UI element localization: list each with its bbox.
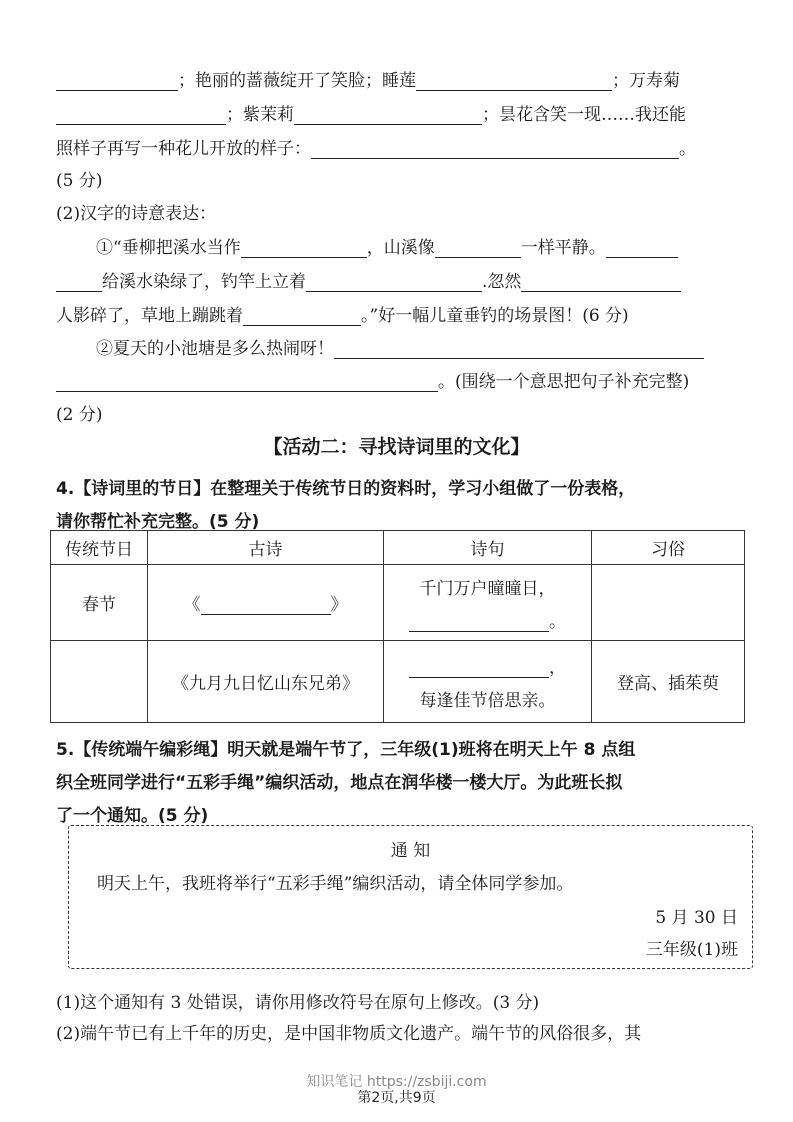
verse-text: 每逢佳节倍思亲。 (419, 690, 556, 711)
question-4-text: 请你帮忙补充完整。(5 分) (56, 512, 260, 532)
text: ；紫茉莉 (226, 105, 294, 125)
answer-blank[interactable] (311, 140, 679, 159)
text: ， (549, 657, 566, 678)
watermark: 知识笔记 https://zsbiji.com (306, 1074, 487, 1090)
answer-blank[interactable] (56, 106, 226, 125)
q3-item1-line-3 (56, 301, 629, 326)
table-cell (384, 565, 592, 641)
text: 照样子再写一种花儿开放的样子： (56, 139, 311, 159)
answer-blank[interactable] (521, 273, 681, 292)
answer-blank[interactable] (409, 659, 549, 678)
answer-blank[interactable] (606, 239, 678, 258)
text: 》 (330, 595, 348, 615)
answer-cell[interactable] (592, 565, 745, 641)
answer-blank[interactable] (56, 72, 178, 91)
table-cell (384, 641, 592, 723)
answer-blank[interactable] (56, 373, 438, 392)
subquestion-title: (2)汉字的诗意表达： (56, 204, 217, 224)
table-cell (148, 565, 384, 641)
text: ，山溪像 (366, 238, 435, 258)
answer-blank[interactable] (334, 340, 704, 359)
text: ②夏天的小池塘是多么热闹呀！ (96, 339, 334, 359)
table-row (51, 565, 745, 641)
answer-blank[interactable] (201, 596, 331, 615)
table-header: 习俗 (592, 531, 745, 565)
q3-line-2 (56, 100, 686, 125)
notice-box (68, 825, 753, 969)
subquestion-text: (2)端午节已有上千年的历史，是中国非物质文化遗产。端午节的风俗很多，其 (56, 1024, 642, 1044)
text: ①“垂柳把溪水当作 (96, 238, 241, 258)
text: ；艳丽的蔷薇绽开了笑脸；睡莲 (178, 71, 416, 91)
answer-blank[interactable] (243, 307, 361, 326)
table-row (51, 641, 745, 723)
table-cell: 登高、插茱萸 (592, 641, 745, 723)
text: 《 (183, 595, 201, 615)
question-4-text: 4.【诗词里的节日】在整理关于传统节日的资料时，学习小组做了一份表格， (56, 479, 636, 499)
verse-text: 千门万户曈曈日， (419, 578, 556, 599)
q3-line-3 (56, 134, 696, 159)
q3-line-1 (56, 66, 680, 91)
text: 一样平静。 (520, 238, 606, 258)
question-5-text: 织全班同学进行“五彩手绳”编织活动，地点在润华楼一楼大厅。为此班长拟 (56, 773, 623, 793)
question-5-text: 5.【传统端午编彩绳】明天就是端午节了，三年级(1)班将在明天上午 8 点组 (56, 740, 636, 760)
answer-blank[interactable] (294, 106, 482, 125)
answer-blank[interactable] (409, 613, 549, 632)
text: 。”好一幅儿童垂钓的场景图！(6 分) (361, 306, 629, 326)
answer-cell[interactable] (51, 641, 148, 723)
text: .忽然 (482, 272, 522, 292)
q3-item2-line-1 (96, 334, 704, 359)
q3-item2-line-2 (56, 367, 689, 392)
text: ；昙花含笑一现……我还能 (482, 105, 686, 125)
subquestion-text: (1)这个通知有 3 处错误，请你用修改符号在原句上修改。(3 分) (56, 993, 540, 1013)
activity-heading: 【活动二：寻找诗词里的文化】 (263, 436, 530, 458)
q3-item1-line-2 (56, 267, 681, 292)
table-header: 传统节日 (51, 531, 148, 565)
question-5-text: 了一个通知。(5 分) (56, 806, 209, 826)
q3-item1-line-1 (96, 233, 678, 258)
answer-blank[interactable] (416, 72, 612, 91)
text: 。 (549, 611, 566, 632)
verse-line (384, 607, 591, 632)
notice-body[interactable]: 明天上午，我班将举行“五彩手绳”编织活动，请全体同学参加。 (97, 874, 574, 894)
answer-blank[interactable] (435, 239, 521, 258)
table-cell: 《九月九日忆山东兄弟》 (148, 641, 384, 723)
score-text: (2 分) (56, 405, 103, 425)
notice-title: 通 知 (390, 841, 431, 861)
notice-signature[interactable]: 三年级(1)班 (645, 940, 738, 960)
text: 。(围绕一个意思把句子补充完整) (438, 372, 690, 392)
text: 人影碎了，草地上蹦跳着 (56, 306, 243, 326)
answer-blank[interactable] (306, 273, 482, 292)
notice-date[interactable]: 5 月 30 日 (655, 908, 738, 928)
festival-table (50, 530, 745, 723)
score-text: (5 分) (56, 171, 103, 191)
text: ；万寿菊 (612, 71, 680, 91)
table-header: 古诗 (148, 531, 384, 565)
text: 给溪水染绿了，钓竿上立着 (102, 272, 306, 292)
verse-line (384, 653, 591, 678)
answer-blank[interactable] (56, 273, 102, 292)
answer-blank[interactable] (241, 239, 367, 258)
table-header: 诗句 (384, 531, 592, 565)
text: 。 (679, 139, 696, 159)
page-number: 第2页,共9页 (357, 1090, 436, 1106)
table-cell: 春节 (51, 565, 148, 641)
table-header-row (51, 531, 745, 565)
